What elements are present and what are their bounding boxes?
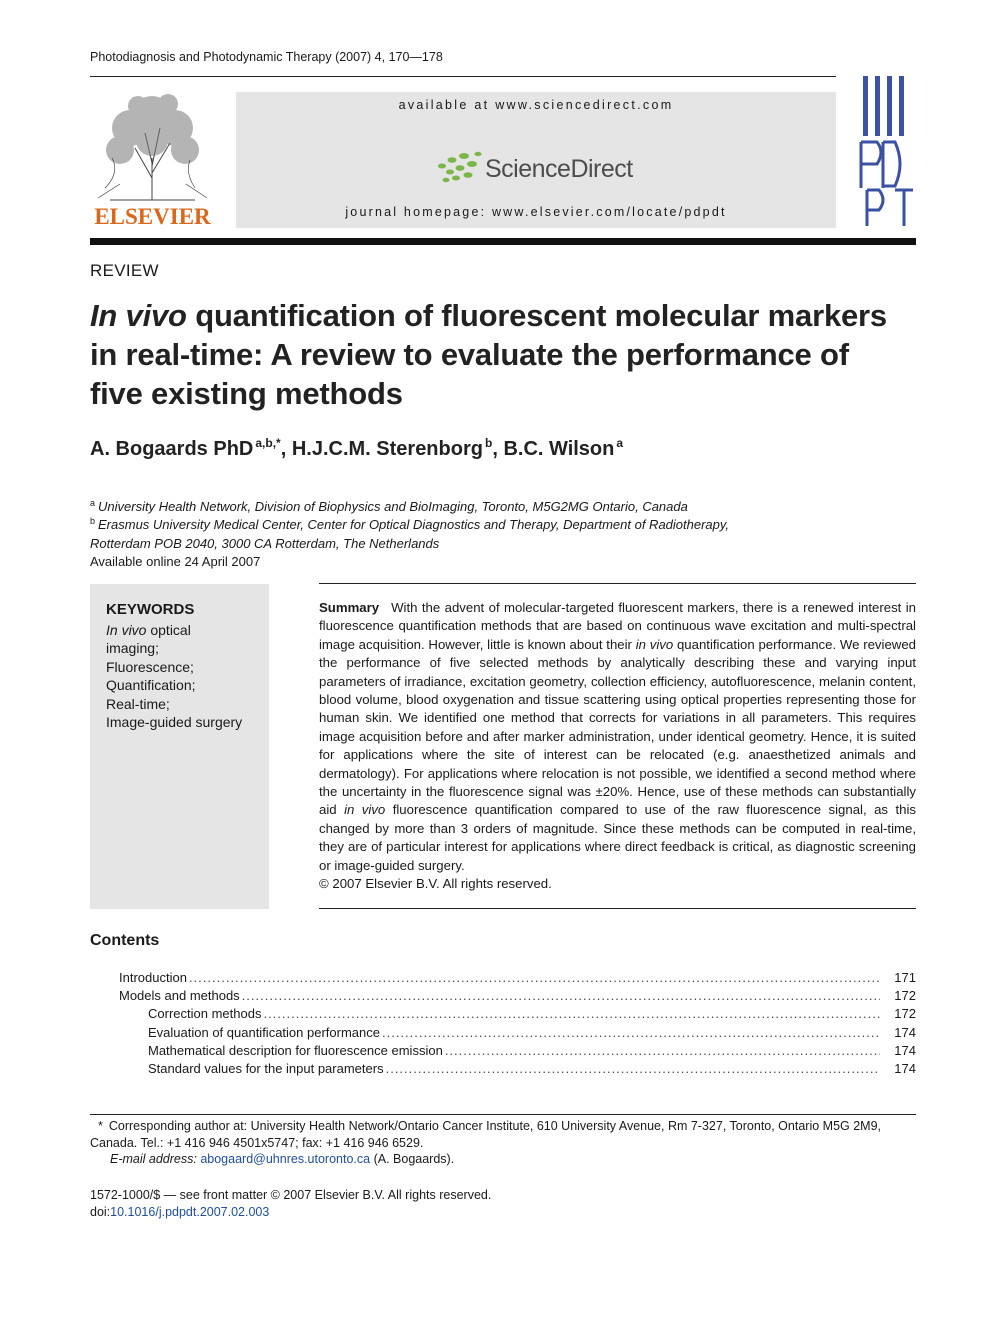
toc-leader <box>382 1025 880 1040</box>
author-name[interactable]: B.C. Wilson <box>503 438 615 460</box>
keyword-text: Real-time; <box>106 696 170 712</box>
toc-entry[interactable] <box>148 1025 916 1043</box>
keyword-text: Quantification; <box>106 677 196 693</box>
affiliation-mark: b <box>90 516 96 526</box>
toc-entry-label[interactable]: Correction methods <box>148 1006 262 1021</box>
toc-entry-label[interactable]: Introduction <box>119 970 187 985</box>
toc-entry[interactable] <box>119 970 916 988</box>
doi-line <box>90 1205 269 1219</box>
toc-entry[interactable] <box>148 1006 916 1024</box>
summary-rule-bottom <box>319 908 916 909</box>
email-label: E-mail address: <box>110 1152 197 1166</box>
keywords-heading: KEYWORDS <box>106 601 195 618</box>
pdpdt-journal-logo <box>855 76 915 228</box>
affiliation-b <box>90 516 729 532</box>
summary-label: Summary <box>319 600 380 615</box>
author-affiliation-mark[interactable]: a,b,* <box>255 436 281 450</box>
toc-entry-label[interactable]: Standard values for the input parameters <box>148 1061 384 1076</box>
article-type: REVIEW <box>90 261 159 280</box>
author-name[interactable]: A. Bogaards PhD <box>90 438 254 460</box>
author-list <box>90 436 623 461</box>
toc-leader <box>445 1043 880 1058</box>
keyword-line <box>106 659 194 675</box>
author-separator: , <box>492 438 504 460</box>
keyword-italic: In vivo <box>106 622 147 638</box>
toc-entry[interactable] <box>119 988 916 1006</box>
affiliation-mark: a <box>90 498 96 508</box>
toc-entry-label[interactable]: Evaluation of quantification performance <box>148 1025 380 1040</box>
affiliation-text: University Health Network, Division of Biophysics and BioImaging, Toronto, M5G2MG Ontario, Canada <box>98 499 688 514</box>
contents-heading: Contents <box>90 932 160 949</box>
affiliation-text: Erasmus University Medical Center, Center for Optical Diagnostics and Therapy, Department of Radiotherapy, <box>98 517 730 532</box>
toc-leader <box>386 1061 880 1076</box>
toc-page-number: 171 <box>894 970 916 985</box>
keyword-line <box>106 640 159 656</box>
available-at-link[interactable]: available at www.sciencedirect.com <box>398 98 674 112</box>
keyword-line <box>106 696 170 712</box>
toc-leader <box>263 1006 880 1021</box>
footnote-text: Corresponding author at: University Health Network/Ontario Cancer Institute, 610 University Avenue, Rm 7-327, Toronto, Ontario M5G 2M9, Canada. Tel.: +1 416 946 4501x5747; fax: +1 416 946 6529. <box>90 1119 882 1150</box>
toc-page-number: 174 <box>894 1043 916 1058</box>
journal-reference: Photodiagnosis and Photodynamic Therapy (2007) 4, 170—178 <box>90 50 443 64</box>
keyword-text: Fluorescence; <box>106 659 194 675</box>
toc-page-number: 174 <box>894 1061 916 1076</box>
doi-label: doi: <box>90 1205 111 1219</box>
keyword-line <box>106 714 242 730</box>
toc-entry-label[interactable]: Mathematical description for fluorescence emission <box>148 1043 443 1058</box>
toc-entry[interactable] <box>148 1043 916 1061</box>
keyword-text: Image-guided surgery <box>106 714 243 730</box>
corresponding-author-footnote <box>90 1118 910 1168</box>
abstract-summary <box>319 599 916 894</box>
summary-text: quantification performance. We reviewed the performance of five selected methods by analytically describing these and varying input parameters of irradiance, excitation geometry, collection efficiency, autofluorescence, melanin content, blood volume, blood oxygenation and tissue scattering using optical properties representing those for human skin. We identified one method that corrects for variations in all parameters. This requires image acquisition before and after marker administration, under identical geometry. Hence, it is suited for applications where the site of interest can be relocated (e.g. anaesthetized animals and dermatology). For applications where relocation is not possible, we identified a second method where the uncertainty in the fluorescence signal was ±20%. Hence, use of these methods can substantially aid <box>319 636 916 818</box>
affiliation-a <box>90 498 688 514</box>
summary-text: fluorescence quantification compared to use of the raw fluorescence signal, as this changed by more than 3 orders of magnitude. Since these methods can be computed in real-time, they are of particular interest for applications where direct feedback is critical, as diagnostic screening or image-guided surgery. <box>319 802 916 873</box>
author-name[interactable]: H.J.C.M. Sterenborg <box>291 438 483 460</box>
toc-entry-label[interactable]: Models and methods <box>119 988 240 1003</box>
affiliation-b-continued <box>90 536 439 551</box>
toc-page-number: 172 <box>894 988 916 1003</box>
toc-leader <box>189 970 880 985</box>
issn-line: 1572-1000/$ — see front matter © 2007 Elsevier B.V. All rights reserved. <box>90 1188 492 1202</box>
summary-copyright: © 2007 Elsevier B.V. All rights reserved. <box>319 876 552 892</box>
author-separator: , <box>280 438 292 460</box>
title-main-part: quantification of fluorescent molecular markers in real-time: A review to evaluate the performance of five existing methods <box>90 298 887 411</box>
author-affiliation-mark[interactable]: a <box>616 436 624 450</box>
sciencedirect-logo-text: ScienceDirect <box>485 155 633 183</box>
toc-page-number: 174 <box>894 1025 916 1040</box>
email-link[interactable]: abogaard@uhnres.utoronto.ca <box>200 1152 371 1166</box>
doi-link[interactable]: 10.1016/j.pdpdt.2007.02.003 <box>110 1205 270 1219</box>
footnote-star: * <box>98 1119 103 1133</box>
summary-text: With the advent of molecular-targeted fluorescent markers, there is a renewed interest in fluorescence quantification methods that are based on continuous wave excitation and multi-spectral image acquisition. However, little is known about their <box>319 600 916 652</box>
elsevier-wordmark: ELSEVIER <box>94 204 211 229</box>
summary-italic: in vivo <box>635 636 674 652</box>
article-title <box>90 296 890 413</box>
author-affiliation-mark[interactable]: b <box>484 436 493 450</box>
email-suffix: (A. Bogaards). <box>373 1152 455 1166</box>
masthead-rule <box>90 238 916 245</box>
toc-page-number: 172 <box>894 1006 916 1021</box>
affiliation-text: Rotterdam POB 2040, 3000 CA Rotterdam, The Netherlands <box>90 536 440 551</box>
summary-rule-top <box>319 583 916 584</box>
summary-italic: in vivo <box>344 802 386 818</box>
title-italic-part: In vivo <box>90 298 187 333</box>
keyword-text: imaging; <box>106 640 159 656</box>
footnote-rule <box>90 1114 916 1115</box>
journal-homepage-link[interactable]: journal homepage: www.elsevier.com/locate/pdpdt <box>345 205 727 219</box>
toc-entry[interactable] <box>148 1061 916 1079</box>
keyword-line <box>106 677 196 693</box>
header-rule <box>90 76 836 77</box>
available-online-date: Available online 24 April 2007 <box>90 554 261 569</box>
keyword-text: optical <box>146 622 191 638</box>
toc-leader <box>242 988 880 1003</box>
keyword-line <box>106 622 191 638</box>
